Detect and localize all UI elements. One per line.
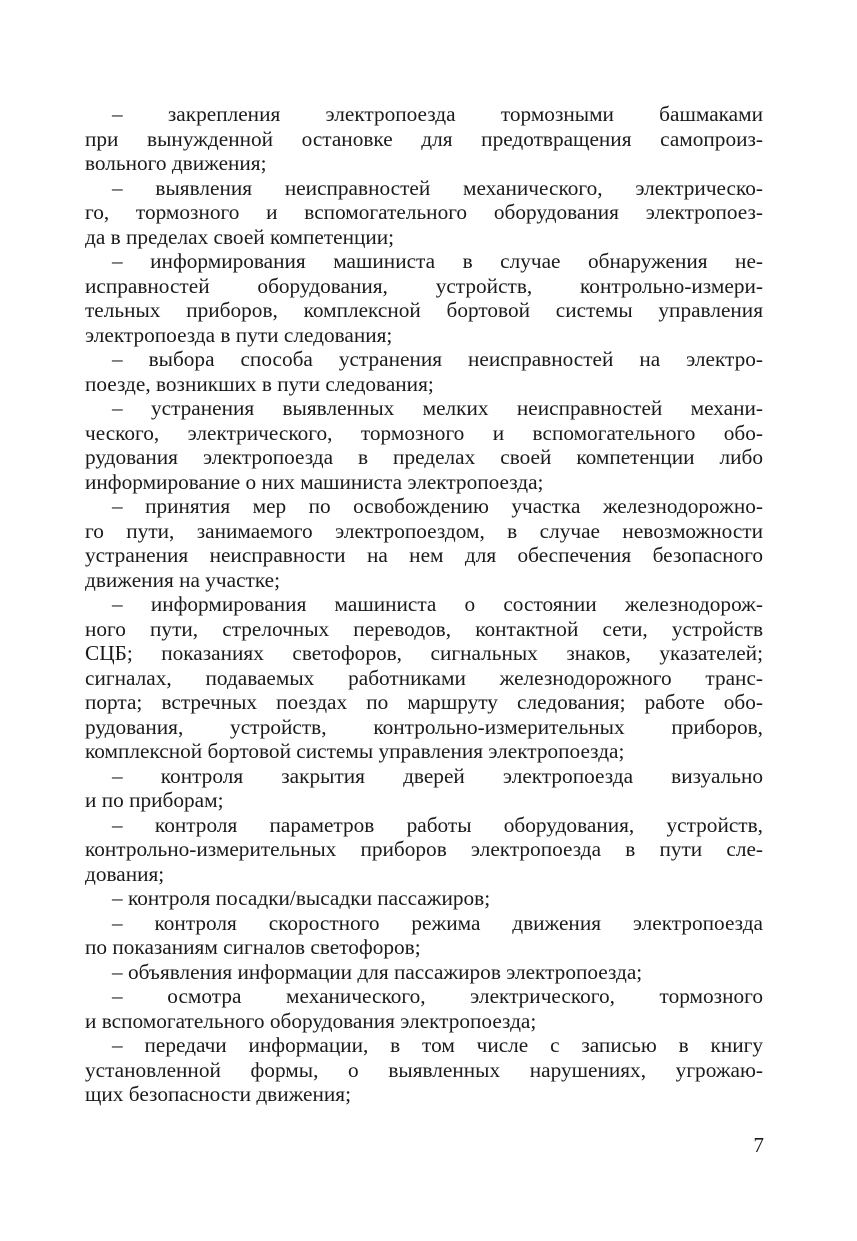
text-line: – контроля параметров работы оборудования, устройств,: [112, 812, 763, 837]
text-line: – информирования машиниста о состоянии железнодорож-: [112, 592, 763, 616]
text-line: электропоезда в пути следования;: [85, 322, 393, 347]
text-line: – осмотра механического, электрического, тормозного: [112, 984, 763, 1008]
text-line: контрольно-измерительных приборов электропоезда в пути сле-: [85, 837, 763, 861]
text-line: поезде, возникших в пути следования;: [85, 371, 434, 396]
text-line: дования;: [85, 861, 165, 886]
text-line: устранения неисправности на нем для обеспечения безопасного: [85, 543, 763, 567]
text-line: – передачи информации, в том числе с записью в книгу: [112, 1033, 763, 1057]
text-line: ческого, электрического, тормозного и вспомогательного обо-: [85, 420, 763, 445]
list-item: [85, 249, 763, 347]
list-item: [85, 813, 763, 887]
text-line: вольного движения;: [85, 151, 267, 175]
text-line: – выбора способа устранения неисправностей на электро-: [112, 347, 763, 371]
text-line: – контроля посадки/высадки пассажиров;: [112, 886, 491, 910]
text-line: установленной формы, о выявленных нарушениях, угрожаю-: [85, 1057, 763, 1082]
text-line: исправностей оборудования, устройств, контрольно-измери-: [85, 273, 763, 298]
list-item: [85, 911, 763, 960]
text-line: СЦБ; показаниях светофоров, сигнальных знаков, указателей;: [85, 641, 763, 665]
list-item: [85, 396, 763, 494]
list-item: [85, 886, 763, 911]
text-line: го, тормозного и вспомогательного оборудования электропоез-: [85, 200, 763, 224]
text-line: движения на участке;: [85, 567, 281, 592]
text-line: сигналах, подаваемых работниками железнодорожного транс-: [85, 665, 763, 690]
list-item: [85, 494, 763, 592]
text-line: и по приборам;: [85, 788, 224, 812]
text-line: ного пути, стрелочных переводов, контактной сети, устройств: [85, 616, 763, 641]
text-line: – объявления информации для пассажиров электропоезда;: [112, 959, 643, 984]
text-line: щих безопасности движения;: [85, 1082, 352, 1106]
text-line: порта; встречных поездах по маршруту следования; работе обо-: [85, 690, 763, 714]
text-line: тельных приборов, комплексной бортовой системы управления: [85, 298, 763, 322]
list-item: [85, 347, 763, 396]
text-line: да в пределах своей компетенции;: [85, 224, 395, 249]
text-line: – контроля закрытия дверей электропоезда визуально: [112, 763, 763, 788]
text-line: комплексной бортовой системы управления электропоезда;: [85, 739, 625, 763]
list-item: [85, 1033, 763, 1107]
list-item: [85, 176, 763, 250]
list-item: [85, 960, 763, 985]
text-line: – выявления неисправностей механического, электрическо-: [112, 175, 763, 200]
text-line: по показаниям сигналов светофоров;: [85, 935, 421, 959]
page-number: 7: [753, 1133, 764, 1157]
text-line: – закрепления электропоезда тормозными башмаками: [112, 102, 763, 126]
text-line: – принятия мер по освобождению участка железнодорожно-: [112, 494, 763, 518]
list-item: [85, 764, 763, 813]
text-line: – устранения выявленных мелких неисправностей механи-: [112, 396, 763, 420]
text-line: рудования, устройств, контрольно-измерительных приборов,: [85, 714, 763, 739]
text-line: – информирования машиниста в случае обнаружения не-: [112, 249, 763, 273]
text-line: и вспомогательного оборудования электропоезда;: [85, 1008, 537, 1033]
text-line: го пути, занимаемого электропоездом, в случае невозможности: [85, 518, 763, 543]
page-body: [85, 102, 763, 1107]
text-line: при вынужденной остановке для предотвращения самопроиз-: [85, 126, 763, 151]
list-item: [85, 592, 763, 764]
text-line: – контроля скоростного режима движения электропоезда: [112, 910, 763, 935]
text-line: рудования электропоезда в пределах своей компетенции либо: [85, 445, 763, 469]
list-item: [85, 984, 763, 1033]
text-line: информирование о них машиниста электропоезда;: [85, 469, 544, 494]
list-item: [85, 102, 763, 176]
